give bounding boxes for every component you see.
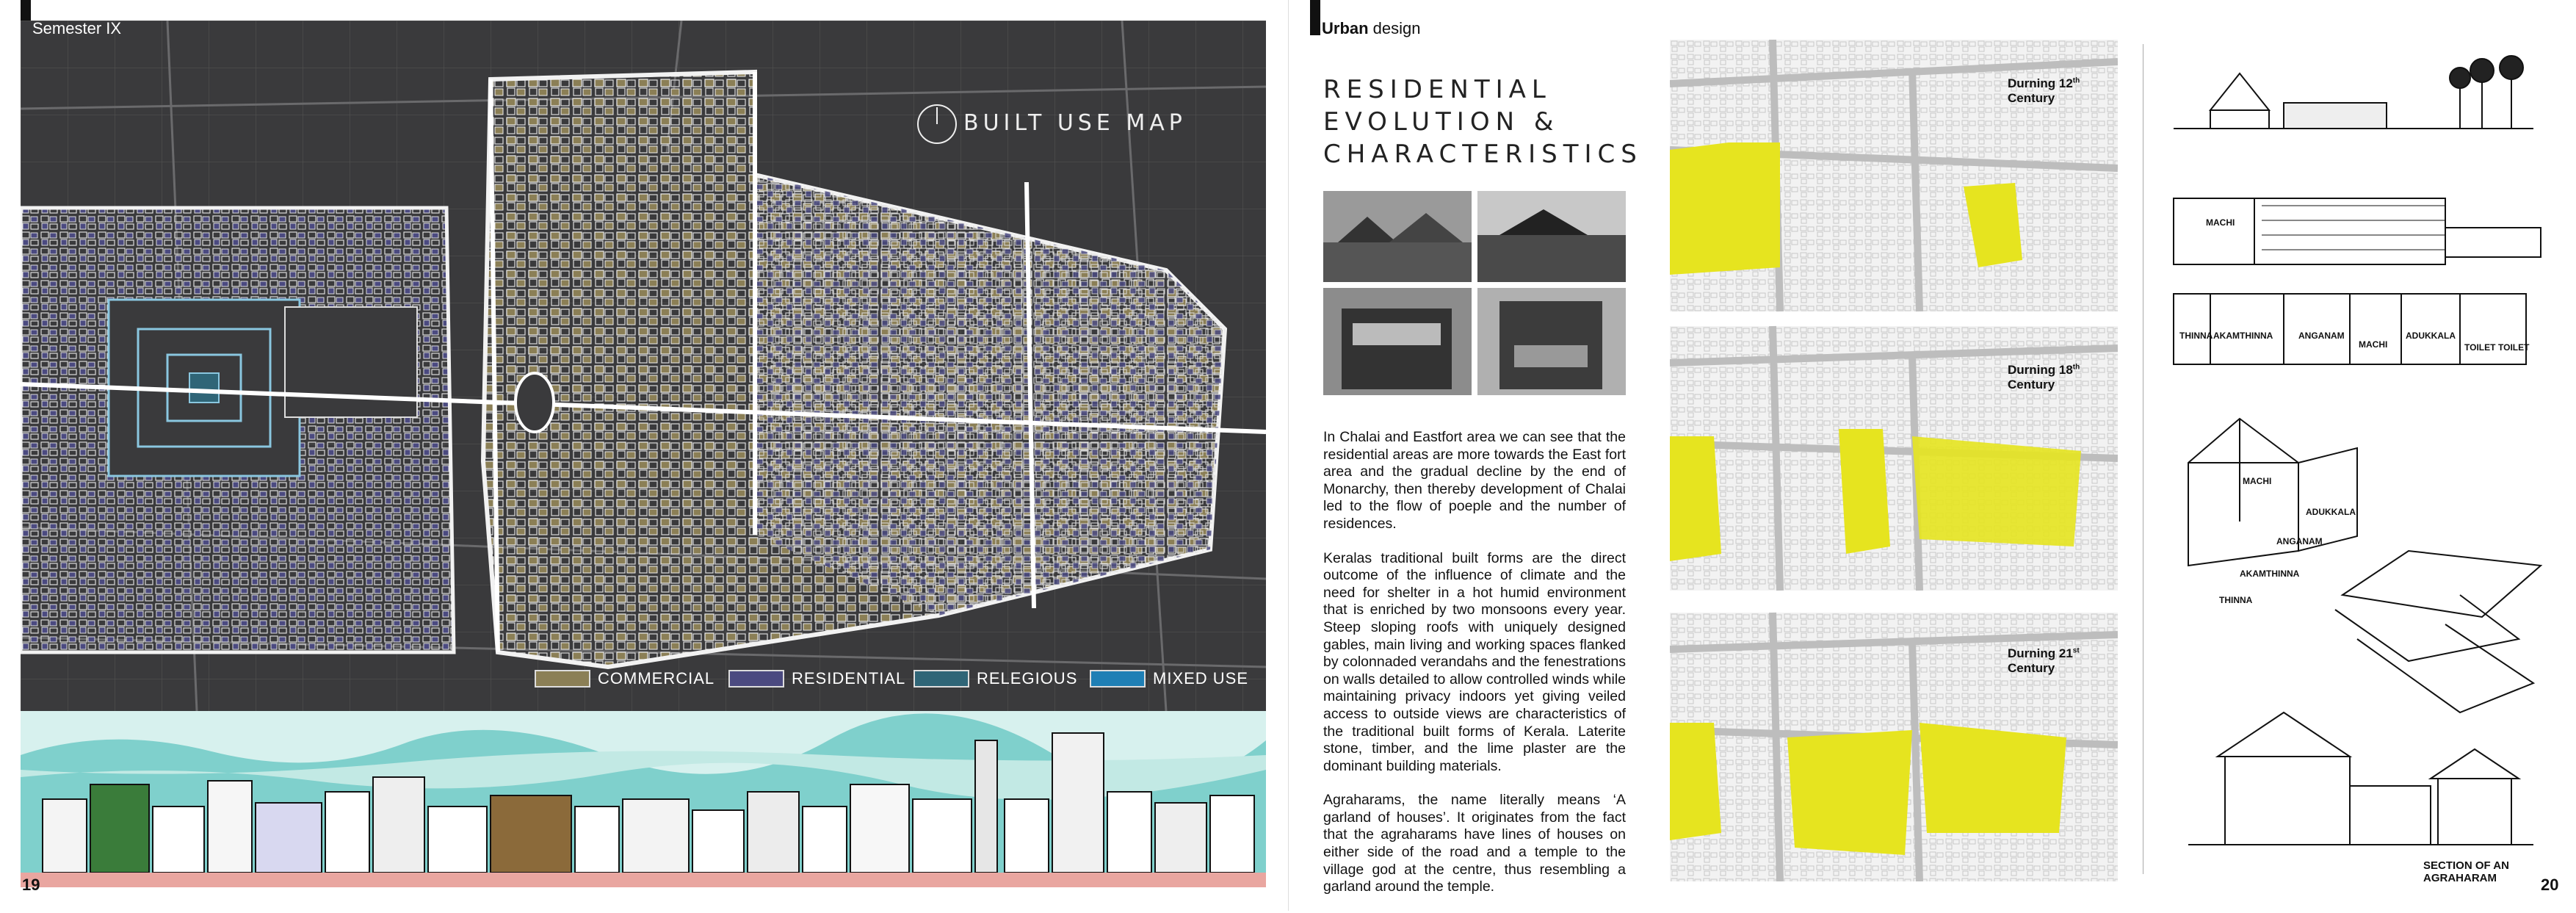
sketch-label: AKAMTHINNA bbox=[2213, 331, 2273, 341]
sketch-label: MACHI bbox=[2359, 339, 2388, 350]
paragraph: Agraharams, the name literally means ‘A garland of houses’. It originates from the fact that the agraharams have lines of houses on either side of the road and a temple to the village god at the centre, thus resembling a garland around the temple. bbox=[1323, 792, 1626, 895]
photo-grid-drawing bbox=[1323, 191, 1626, 395]
evolution-maps-drawing bbox=[1670, 40, 2118, 881]
legend-label: RELEGIOUS bbox=[977, 669, 1078, 688]
legend-item-commercial bbox=[535, 668, 714, 689]
legend-swatch bbox=[1090, 670, 1146, 688]
right-page-number: 20 bbox=[2541, 876, 2559, 894]
spine bbox=[1288, 0, 1289, 911]
title-line: EVOLUTION & bbox=[1323, 107, 1560, 137]
sketch-label: TOILET bbox=[2464, 342, 2496, 353]
left-page-number: 19 bbox=[22, 876, 40, 894]
map-legend bbox=[21, 668, 1266, 689]
right-page-header bbox=[1322, 19, 1421, 38]
legend-item-mixed-use bbox=[1090, 668, 1248, 689]
legend-label: COMMERCIAL bbox=[598, 669, 715, 688]
sketch-label: AKAMTHINNA bbox=[2240, 569, 2300, 579]
sketch-label: THINNA bbox=[2219, 595, 2253, 605]
built-use-map bbox=[21, 21, 1266, 711]
sketch-label: THINNA bbox=[2179, 331, 2213, 341]
sketch-label: ADUKKALA bbox=[2306, 507, 2356, 517]
map-title: BUILT USE MAP bbox=[963, 110, 1187, 136]
legend-item-religious bbox=[913, 668, 1077, 689]
street-elevation bbox=[21, 711, 1266, 887]
left-page-header: Semester IX bbox=[32, 19, 122, 37]
legend-swatch bbox=[913, 670, 969, 688]
title-line: RESIDENTIAL bbox=[1323, 75, 1552, 104]
page-tag-bar bbox=[1310, 0, 1320, 35]
era-label-18th: Durning 18th Century bbox=[2008, 363, 2080, 391]
body-text bbox=[1323, 429, 1626, 913]
legend-swatch bbox=[728, 670, 784, 688]
sketch-label: ADUKKALA bbox=[2406, 331, 2456, 341]
legend-label: RESIDENTIAL bbox=[792, 669, 906, 688]
architectural-sketches bbox=[2166, 51, 2548, 884]
sketch-label: MACHI bbox=[2243, 476, 2272, 486]
sketch-label: ANGANAM bbox=[2276, 536, 2323, 546]
header-bold: Urban bbox=[1322, 19, 1369, 37]
sketch-label: MACHI bbox=[2206, 217, 2235, 228]
era-label-12th: Durning 12th Century bbox=[2008, 76, 2080, 105]
title-line: CHARACTERISTICS bbox=[1323, 140, 1643, 169]
legend-swatch bbox=[535, 670, 590, 688]
section-title bbox=[1323, 73, 1643, 170]
street-elevation-drawing bbox=[21, 711, 1266, 887]
legend-label: MIXED USE bbox=[1153, 669, 1249, 688]
sketch-label: TOILET bbox=[2498, 342, 2530, 353]
paragraph: Keralas traditional built forms are the direct outcome of the influence of climate and the need for shelter in a hot humid environment that is enriched by two monsoons every year. Steep sloping roofs with uniquely designed gables, main living and working spaces flanked by colonnaded verandahs and the fenestrations on walls detailed to allow controlled winds while maintaining privacy indoors yet giving veiled access to outside views are characteristics of the traditional built forms of Kerala. Laterite stone, timber, and the lime plaster are the dominant building materials. bbox=[1323, 549, 1626, 774]
section-caption: SECTION OF AN AGRAHARAM bbox=[2423, 859, 2509, 884]
header-rest: design bbox=[1368, 19, 1421, 37]
photo-grid bbox=[1323, 191, 1626, 395]
sketch-label: ANGANAM bbox=[2298, 331, 2345, 341]
legend-item-residential bbox=[728, 668, 905, 689]
evolution-maps bbox=[1670, 40, 2118, 881]
paragraph: In Chalai and Eastfort area we can see that the residential areas are more towards the East fort area and the gradual decline by the end of Monarchy, then thereby development of Chalai led to the flow of poeple and the number of residences. bbox=[1323, 429, 1626, 532]
era-label-21st: Durning 21st Century bbox=[2008, 646, 2080, 675]
sketches-drawing bbox=[2166, 51, 2548, 881]
